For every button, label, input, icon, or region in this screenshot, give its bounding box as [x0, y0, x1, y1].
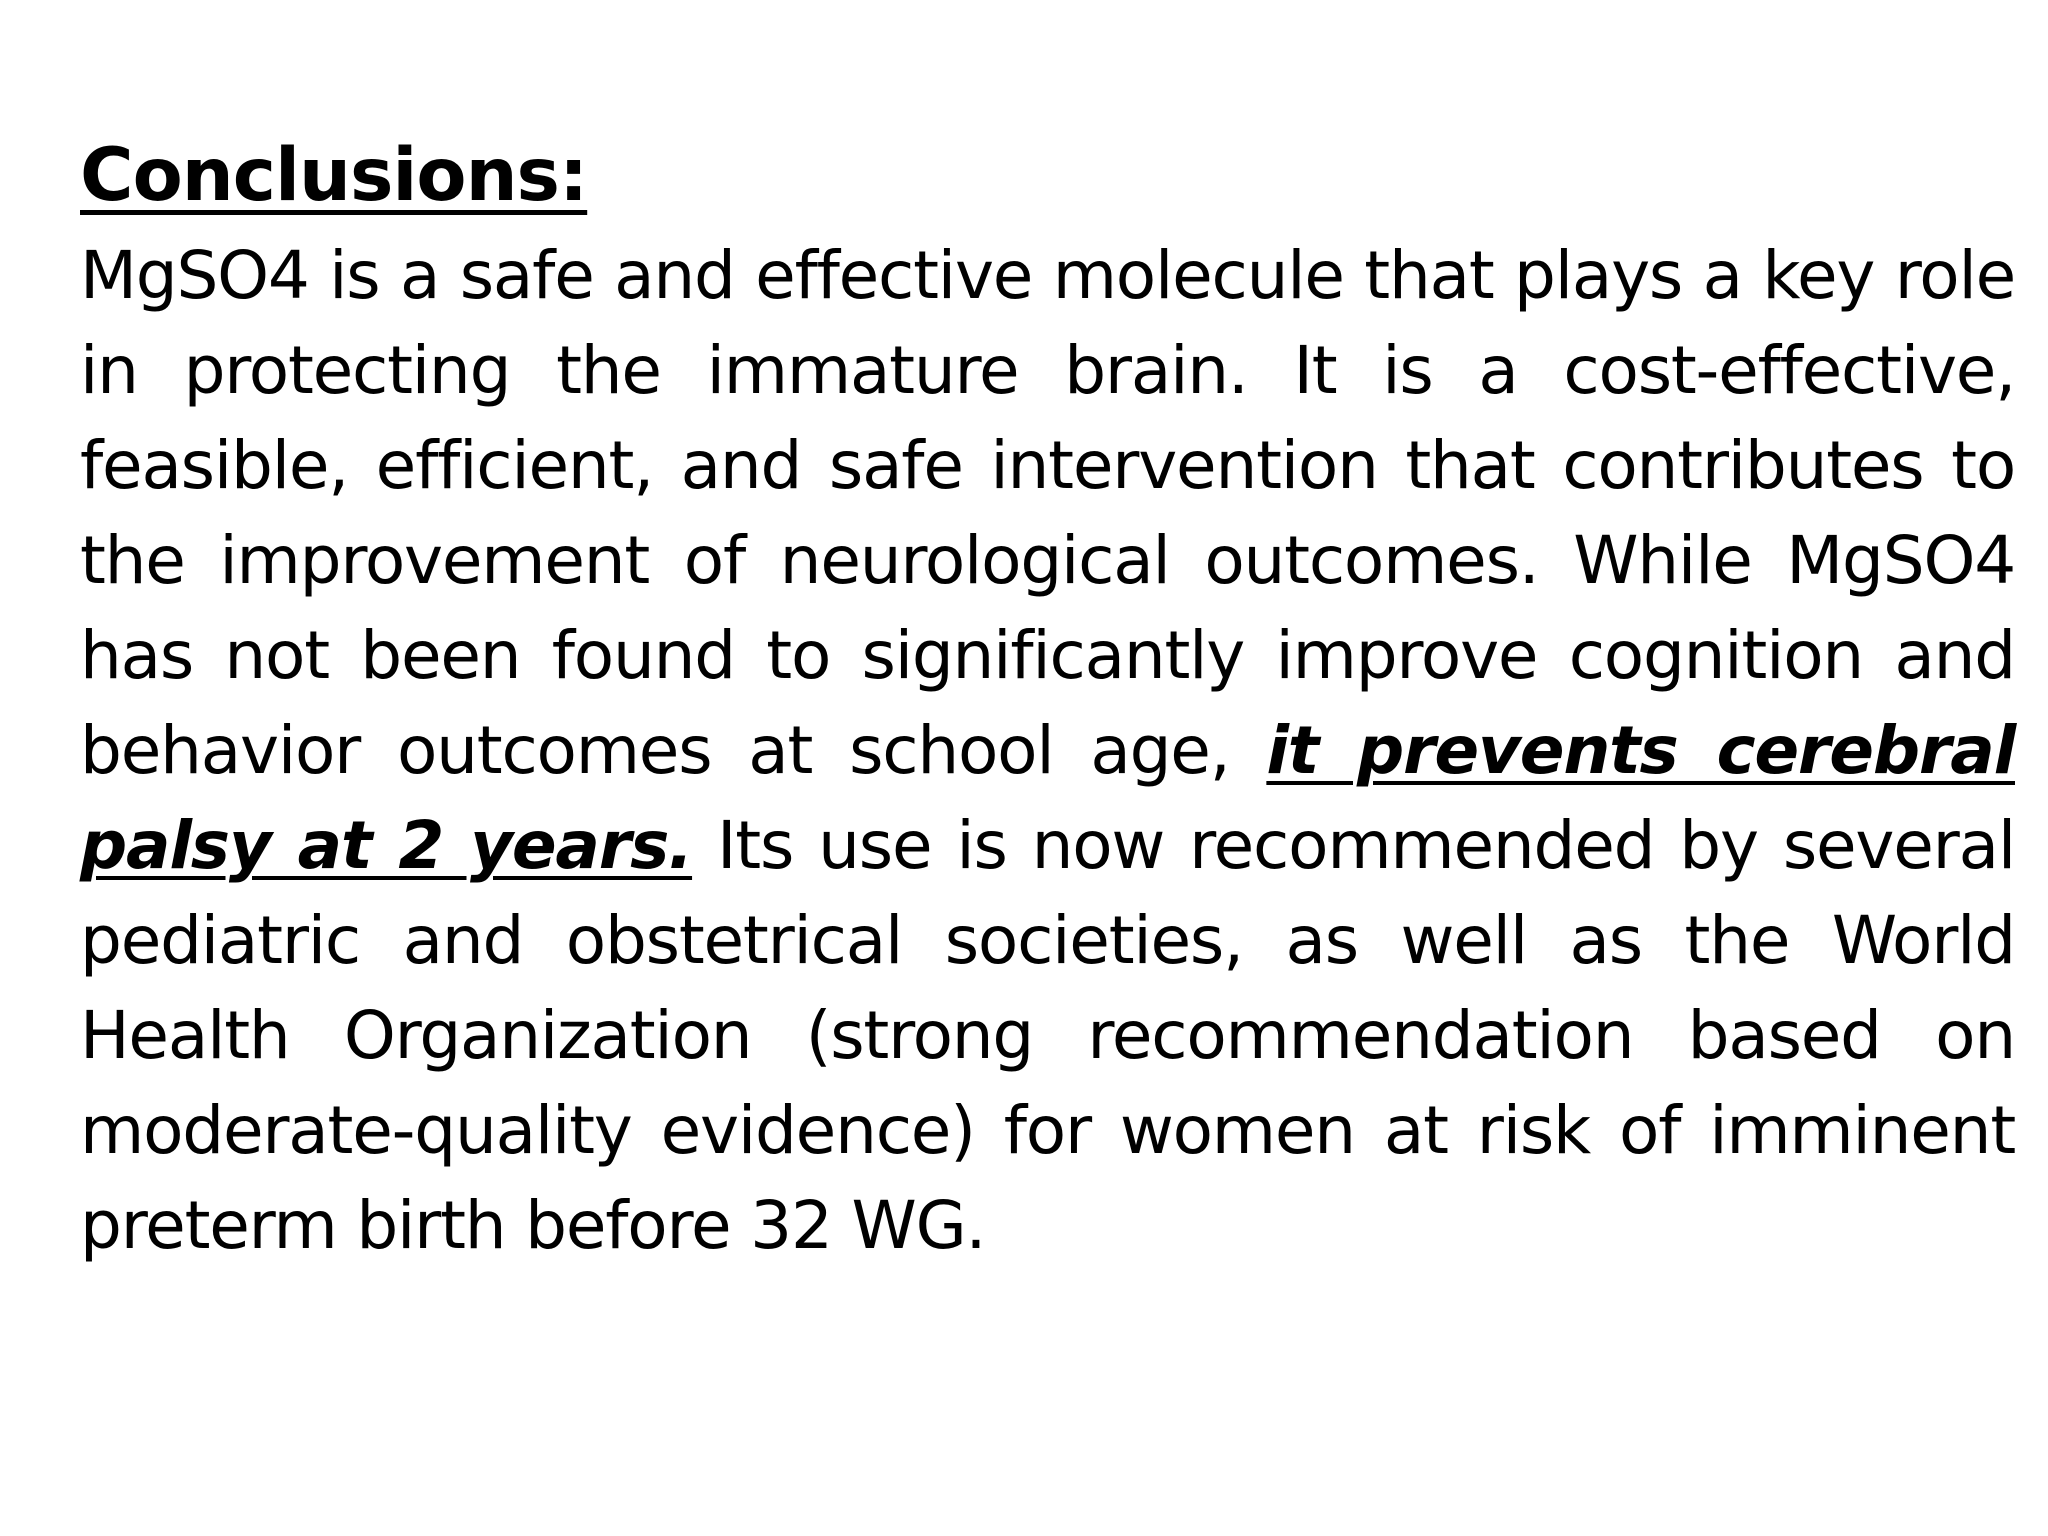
paragraph-text-before: MgSO4 is a safe and effective molecule that plays a key role in protecting the immature brain. It is a cost-effective, feasible, efficient, and safe intervention that contributes to the improvement of neurological outcomes. While MgSO4 has not been found to significantly improve cognition and behavior outcomes at school age, — [80, 237, 2015, 789]
slide-content — [80, 128, 2015, 1273]
conclusions-heading: Conclusions: — [80, 133, 588, 218]
paragraph-emphasis: it prevents cerebral palsy at 2 years. — [80, 712, 2015, 884]
paragraph-text-after: Its use is now recommended by several pediatric and obstetrical societies, as well as the World Health Organization (strong recommendation based on moderate-quality evidence) for women at risk of imminent preterm birth before 32 WG. — [80, 807, 2015, 1264]
conclusions-paragraph — [80, 228, 2015, 1273]
